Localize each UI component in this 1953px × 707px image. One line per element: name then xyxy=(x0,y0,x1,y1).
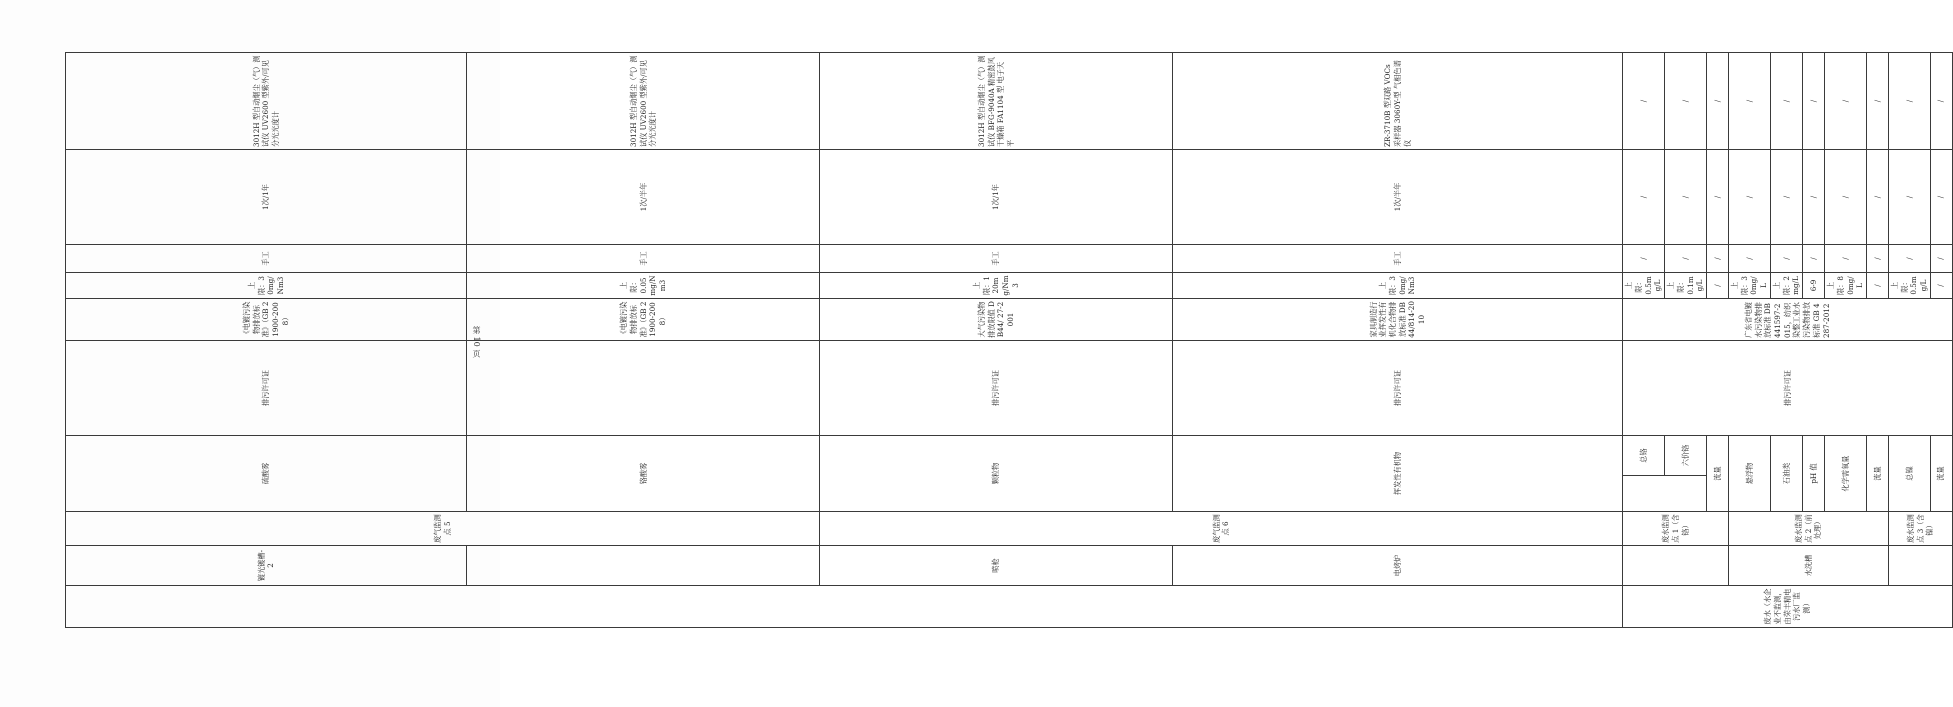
cell: 排污许可证 xyxy=(66,340,467,435)
cell: 上限：30mg/Nm3 xyxy=(66,272,467,298)
cell: 上限：120mg/Nm3 xyxy=(820,272,1173,298)
cell: 6-9 xyxy=(1803,272,1825,298)
cell: 3012H 型自动烟尘（气）测试仪 UV2600 型紫外/可见分光光度计 xyxy=(467,52,820,149)
cell: 排污许可证 xyxy=(1173,340,1623,435)
cell: 《电镀污染物排放标准》（GB 21900-2008） xyxy=(467,298,820,340)
cell: 上限：0.05mg/Nm3 xyxy=(467,272,820,298)
cell: 家具制造行业挥发性有机化合物排放标准 DB44/814-2010 xyxy=(1173,298,1623,340)
cell: 水洗槽 xyxy=(1729,546,1889,586)
table-row xyxy=(1623,52,1665,627)
cell: 上限：30mg/Nm3 xyxy=(1173,272,1623,298)
cell: 废水监测点 3（含镍） xyxy=(1888,512,1952,546)
cell: 上限：0.5mg/L xyxy=(1623,272,1665,298)
cell: 3012H 型自动烟尘（气）测试仪 BFG-9040A 精密鼓风干燥箱 FA1104 型 电子天平 xyxy=(820,52,1173,149)
cell: 废气监测点 5 xyxy=(66,512,820,546)
cell: 手工 xyxy=(820,244,1173,272)
cell: 悬浮物 xyxy=(1729,435,1771,511)
cell: 3012H 型自动烟尘（气）测试仪 UV2600 型紫外/可见分光光度计 xyxy=(66,52,467,149)
cell: 手工 xyxy=(1173,244,1623,272)
cell: 手工 xyxy=(467,244,820,272)
cell: / xyxy=(1825,244,1867,272)
cell: / xyxy=(1623,52,1665,149)
cell: 硫酸雾 xyxy=(66,435,467,511)
cell: 废气监测点 6 xyxy=(820,512,1623,546)
cell xyxy=(1888,546,1952,586)
cell: 总镍 xyxy=(1888,435,1930,511)
cell: / xyxy=(1866,149,1888,244)
cell: 铬酸雾 xyxy=(467,435,820,511)
cell xyxy=(467,546,820,586)
cell: / xyxy=(1803,149,1825,244)
cell: / xyxy=(1930,149,1952,244)
cell: / xyxy=(1729,244,1771,272)
cell: 上限：2mg/L xyxy=(1770,272,1802,298)
cell: / xyxy=(1803,244,1825,272)
cell: 化学需氧量 xyxy=(1825,435,1867,511)
page-number: 第 10 页 xyxy=(472,326,481,358)
cell: 废水监测点 2（前处理） xyxy=(1729,512,1889,546)
cell: / xyxy=(1866,244,1888,272)
cell: / xyxy=(1866,272,1888,298)
cell: / xyxy=(1665,52,1707,149)
cell: 废水监测点 1（含铬） xyxy=(1623,512,1729,546)
cell: 喷枪 xyxy=(820,546,1173,586)
cell: 镀光镀槽-2 xyxy=(66,546,467,586)
cell: 石油类 xyxy=(1770,435,1802,511)
cell: / xyxy=(1707,244,1729,272)
cell: 1次/1年 xyxy=(66,149,467,244)
cell: / xyxy=(1866,52,1888,149)
cell: 上限：0.5mg/L xyxy=(1888,272,1930,298)
cell: 上限：80mg/L xyxy=(1825,272,1867,298)
cell: ZR-3710B 型双路 VOCs 采样器 3060Y-型 气相色谱仪 xyxy=(1173,52,1623,149)
cell: / xyxy=(1729,149,1771,244)
cell: 颗粒物 xyxy=(820,435,1173,511)
cell xyxy=(1623,476,1707,512)
monitoring-table xyxy=(65,52,1953,628)
cell: 挥发性有机物 xyxy=(1173,435,1623,511)
cell: 总铬 xyxy=(1623,435,1665,475)
cell: / xyxy=(1825,52,1867,149)
cell: 流量 xyxy=(1866,435,1888,511)
cell: 上限：0.1mg/L xyxy=(1665,272,1707,298)
cell: / xyxy=(1888,52,1930,149)
cell: 六价铬 xyxy=(1665,435,1707,475)
cell: / xyxy=(1623,149,1665,244)
cell: pH 值 xyxy=(1803,435,1825,511)
cell: / xyxy=(1707,272,1729,298)
cell: / xyxy=(1770,149,1802,244)
cell: / xyxy=(1888,244,1930,272)
cell: 排污许可证 xyxy=(820,340,1173,435)
cell: 流量 xyxy=(1707,435,1729,511)
cell: / xyxy=(1729,52,1771,149)
table-row xyxy=(820,52,1173,627)
cell: / xyxy=(1623,244,1665,272)
cell: / xyxy=(1803,52,1825,149)
cell: 大气污染物排放限值 DB44/ 27-2001 xyxy=(820,298,1173,340)
cell: / xyxy=(1770,244,1802,272)
cell: 上限：30mg/L xyxy=(1729,272,1771,298)
cell xyxy=(66,586,1623,628)
cell: / xyxy=(1770,52,1802,149)
cell: / xyxy=(1665,149,1707,244)
cell: / xyxy=(1888,149,1930,244)
cell: 1次/半年 xyxy=(1173,149,1623,244)
cell: 1次/半年 xyxy=(467,149,820,244)
cell: 1次/1年 xyxy=(820,149,1173,244)
cell: 排污许可证 xyxy=(1623,340,1953,435)
cell: / xyxy=(1930,272,1952,298)
cell: / xyxy=(1930,52,1952,149)
cell: 废水（水企业不监测，由荣丰精电污水厂监测） xyxy=(1623,586,1953,628)
cell: / xyxy=(1930,244,1952,272)
cell xyxy=(467,340,820,435)
cell: / xyxy=(1707,52,1729,149)
cell: 广东省电镀水污染物排放标准 DB441597-2015，纺织染整工业水污染物排放标准 GB 4287-2012 xyxy=(1623,298,1953,340)
table-row xyxy=(66,52,467,627)
cell: / xyxy=(1665,244,1707,272)
cell: 流量 xyxy=(1930,435,1952,511)
cell xyxy=(1623,546,1729,586)
cell: / xyxy=(1825,149,1867,244)
cell: 手工 xyxy=(66,244,467,272)
cell: / xyxy=(1707,149,1729,244)
cell: 电烤炉 xyxy=(1173,546,1623,586)
cell: 《电镀污染物排放标准》（GB 21900-2008） xyxy=(66,298,467,340)
